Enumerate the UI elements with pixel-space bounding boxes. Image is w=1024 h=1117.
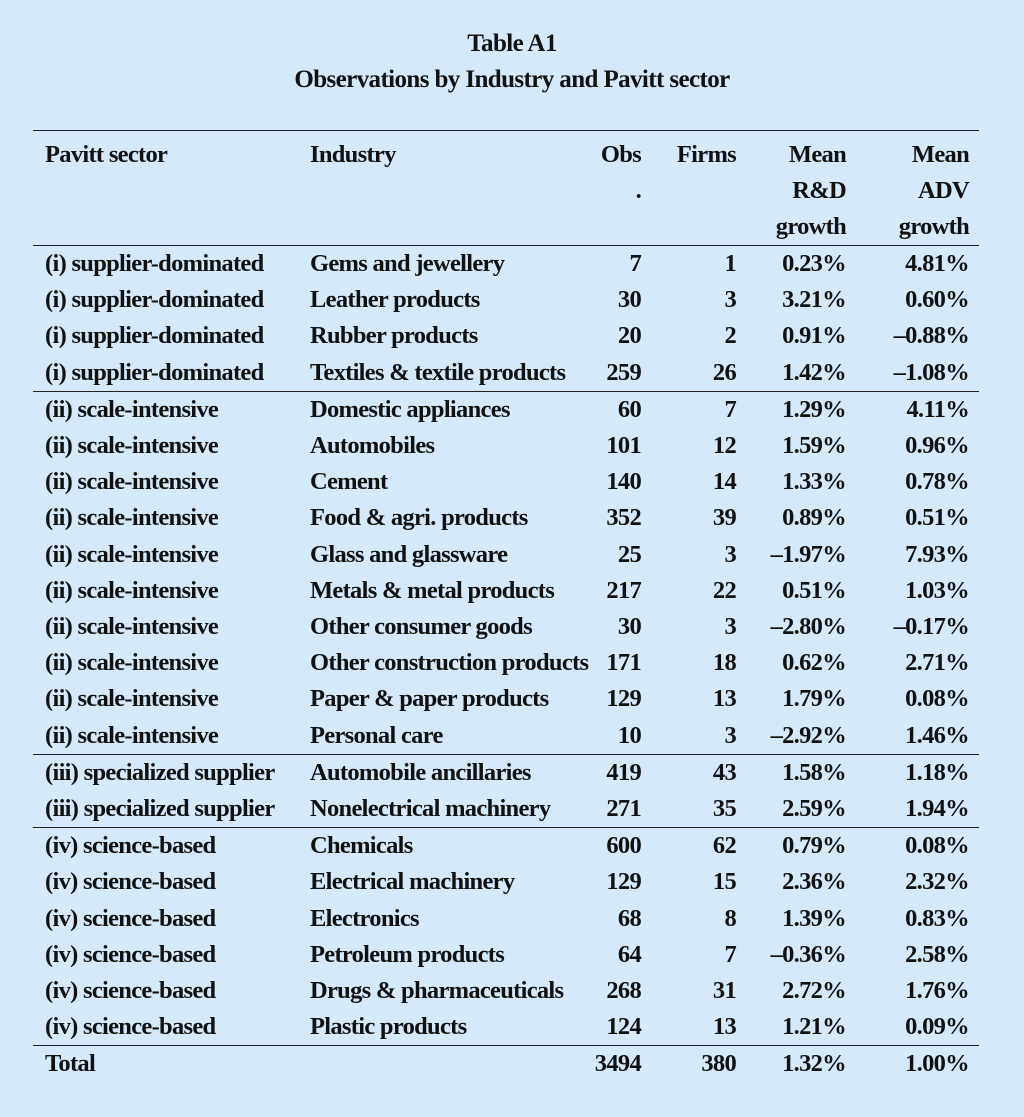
cell-obs: 129 (606, 868, 641, 896)
cell-firms: 3 (724, 613, 736, 641)
table-row (33, 464, 979, 500)
cell-firms: 14 (712, 468, 736, 496)
cell-pavitt-sector: (iv) science-based (45, 1013, 216, 1041)
cell-mean-rd-growth: 1.33% (782, 468, 846, 496)
cell-mean-adv-growth: 1.76% (905, 977, 969, 1005)
cell-obs: 140 (606, 468, 641, 496)
cell-mean-rd-growth: 0.51% (782, 576, 846, 604)
cell-firms: 31 (712, 977, 736, 1005)
cell-obs: 25 (617, 540, 641, 568)
cell-pavitt-sector: (i) supplier-dominated (45, 322, 264, 350)
cell-pavitt-sector: (iv) science-based (45, 940, 216, 968)
cell-firms: 7 (651, 391, 746, 428)
cell-firms: 43 (651, 754, 746, 791)
cell-mean-adv-growth: 2.71% (905, 649, 969, 677)
cell-firms: 1 (724, 250, 736, 277)
cell-mean-rd-growth: 2.59% (782, 795, 846, 823)
cell-obs: 129 (606, 685, 641, 713)
cell-pavitt-sector: (iv) science-based (45, 868, 216, 896)
cell-pavitt-sector: (i) supplier-dominated (45, 250, 264, 277)
cell-industry: Nonelectrical machinery (310, 795, 551, 823)
cell-firms: 8 (724, 904, 736, 932)
cell-mean-adv-growth: 1.94% (905, 795, 969, 823)
cell-mean-adv-growth: 1.46% (905, 721, 969, 749)
cell-firms: 39 (712, 504, 736, 532)
cell-mean-rd-growth: 2.36% (782, 868, 846, 896)
cell-mean-rd-growth: –1.97% (770, 540, 846, 568)
cell-pavitt-sector: (ii) scale-intensive (45, 685, 219, 713)
cell-industry: Automobile ancillaries (298, 754, 583, 791)
cell-mean-rd-growth: 3.21% (782, 286, 846, 314)
cell-obs: 60 (583, 391, 651, 428)
cell-pavitt-sector: (iii) specialized supplier (33, 754, 298, 791)
cell-firms: 7 (724, 940, 736, 968)
cell-firms: 15 (712, 868, 736, 896)
cell-mean-rd-growth: 0.91% (782, 322, 846, 350)
cell-industry: Personal care (310, 721, 443, 749)
cell-pavitt-sector: (iii) specialized supplier (45, 795, 275, 823)
cell-mean-adv-growth: 0.08% (856, 828, 979, 865)
table-body (33, 246, 979, 1083)
cell-industry: Automobiles (310, 432, 435, 460)
cell-mean-adv-growth: 0.51% (905, 504, 969, 532)
cell-obs: 20 (617, 322, 641, 350)
cell-mean-rd-growth: –2.92% (770, 721, 846, 749)
table-row (33, 428, 979, 464)
cell-industry: Electrical machinery (310, 868, 515, 896)
cell-obs: 271 (606, 795, 641, 823)
cell-mean-adv-growth: 0.78% (905, 468, 969, 496)
header-mean-rd-growth: Mean R&D growth (746, 131, 856, 246)
cell-mean-rd-growth: 0.79% (746, 828, 856, 865)
cell-mean-rd-growth: 0.62% (782, 649, 846, 677)
cell-obs: 268 (606, 977, 641, 1005)
table-row (33, 500, 979, 536)
cell-mean-rd-growth: 1.58% (746, 754, 856, 791)
cell-obs: 419 (583, 754, 651, 791)
cell-pavitt-sector: (ii) scale-intensive (45, 540, 219, 568)
table-caption: Observations by Industry and Pavitt sector (294, 66, 730, 93)
cell-industry: Paper & paper products (310, 685, 549, 713)
cell-industry: Leather products (310, 286, 480, 314)
cell-obs: 259 (606, 358, 641, 386)
cell-mean-rd-growth: 1.59% (782, 432, 846, 460)
cell-mean-adv-growth: –0.17% (893, 613, 969, 641)
cell-firms: 2 (724, 322, 736, 350)
table-row (33, 645, 979, 681)
cell-industry: Rubber products (310, 322, 478, 350)
cell-mean-adv-growth: 0.60% (905, 286, 969, 314)
cell-firms: 13 (712, 1013, 736, 1041)
cell-mean-adv-growth: 4.81% (905, 250, 969, 277)
cell-obs: 171 (606, 649, 641, 677)
cell-pavitt-sector: (ii) scale-intensive (45, 468, 219, 496)
cell-firms: 3 (724, 286, 736, 314)
cell-industry: Electronics (310, 904, 419, 932)
table-row (33, 1009, 979, 1046)
cell-firms: 35 (712, 795, 736, 823)
cell-pavitt-sector: (iv) science-based (33, 828, 298, 865)
cell-mean-adv-growth: 4.11% (856, 391, 979, 428)
table-row (33, 537, 979, 573)
cell-mean-adv-growth: –1.08% (893, 358, 969, 386)
cell-mean-rd-growth: –2.80% (770, 613, 846, 641)
cell-firms: 12 (712, 432, 736, 460)
cell-mean-rd-growth: 1.79% (782, 685, 846, 713)
cell-firms: 13 (712, 685, 736, 713)
table-row (33, 973, 979, 1009)
cell-mean-adv-growth: 1.18% (856, 754, 979, 791)
cell-firms: 18 (712, 649, 736, 677)
total-industry (298, 1046, 583, 1083)
table-row (33, 864, 979, 900)
header-industry: Industry (298, 131, 583, 246)
cell-firms: 26 (712, 358, 736, 386)
cell-industry: Chemicals (298, 828, 583, 865)
table-number: Table A1 (467, 30, 557, 57)
cell-industry: Textiles & textile products (310, 358, 566, 386)
cell-mean-rd-growth: 1.42% (782, 358, 846, 386)
cell-industry: Other construction products (310, 649, 589, 677)
cell-industry: Glass and glassware (310, 540, 508, 568)
cell-pavitt-sector: (ii) scale-intensive (33, 391, 298, 428)
cell-industry: Domestic appliances (298, 391, 583, 428)
cell-mean-rd-growth: 0.89% (782, 504, 846, 532)
table-row (33, 828, 979, 865)
total-firms: 380 (651, 1046, 746, 1083)
cell-pavitt-sector: (ii) scale-intensive (45, 649, 219, 677)
cell-pavitt-sector: (ii) scale-intensive (45, 504, 219, 532)
cell-firms: 3 (724, 721, 736, 749)
cell-obs: 101 (606, 432, 641, 460)
cell-mean-adv-growth: 2.32% (905, 868, 969, 896)
table-row (33, 318, 979, 354)
cell-obs: 352 (606, 504, 641, 532)
table-row (33, 718, 979, 755)
cell-firms: 22 (712, 576, 736, 604)
cell-mean-adv-growth: 0.83% (905, 904, 969, 932)
table-row (33, 754, 979, 791)
cell-mean-rd-growth: 2.72% (782, 977, 846, 1005)
cell-mean-rd-growth: 1.29% (746, 391, 856, 428)
cell-mean-adv-growth: 0.96% (905, 432, 969, 460)
data-table-container (33, 130, 979, 1083)
total-row (33, 1046, 979, 1083)
cell-industry: Cement (310, 468, 388, 496)
cell-pavitt-sector: (i) supplier-dominated (45, 358, 264, 386)
cell-industry: Other consumer goods (310, 613, 532, 641)
table-row (33, 573, 979, 609)
table-row (33, 937, 979, 973)
cell-pavitt-sector: (ii) scale-intensive (45, 613, 219, 641)
cell-mean-rd-growth: –0.36% (770, 940, 846, 968)
cell-industry: Drugs & pharmaceuticals (310, 977, 564, 1005)
cell-mean-rd-growth: 1.39% (782, 904, 846, 932)
cell-pavitt-sector: (iv) science-based (45, 977, 216, 1005)
table-row (33, 681, 979, 717)
cell-mean-rd-growth: 0.23% (782, 250, 846, 277)
cell-pavitt-sector: (ii) scale-intensive (45, 432, 219, 460)
cell-mean-adv-growth: 0.08% (905, 685, 969, 713)
cell-obs: 217 (606, 576, 641, 604)
cell-obs: 600 (583, 828, 651, 865)
cell-pavitt-sector: (i) supplier-dominated (45, 286, 264, 314)
table-row (33, 901, 979, 937)
cell-pavitt-sector: (iv) science-based (45, 904, 216, 932)
total-mean-rd-growth: 1.32% (746, 1046, 856, 1083)
header-row (33, 131, 979, 246)
cell-obs: 10 (617, 721, 641, 749)
header-obs: Obs . (583, 131, 651, 246)
table-title (0, 26, 1024, 98)
cell-obs: 68 (617, 904, 641, 932)
cell-obs: 124 (606, 1013, 641, 1041)
total-mean-adv-growth: 1.00% (856, 1046, 979, 1083)
total-obs: 3494 (583, 1046, 651, 1083)
cell-obs: 64 (617, 940, 641, 968)
cell-mean-adv-growth: 7.93% (905, 540, 969, 568)
cell-mean-adv-growth: 1.03% (905, 576, 969, 604)
cell-industry: Plastic products (310, 1013, 467, 1041)
table-row (33, 246, 979, 283)
cell-mean-adv-growth: 0.09% (905, 1013, 969, 1041)
cell-obs: 7 (629, 250, 641, 277)
header-firms: Firms (651, 131, 746, 246)
cell-industry: Food & agri. products (310, 504, 528, 532)
cell-obs: 30 (617, 286, 641, 314)
cell-firms: 3 (724, 540, 736, 568)
cell-industry: Metals & metal products (310, 576, 555, 604)
cell-firms: 62 (651, 828, 746, 865)
table-row (33, 391, 979, 428)
total-label: Total (33, 1046, 298, 1083)
observations-table (33, 130, 979, 1083)
table-row (33, 609, 979, 645)
header-mean-adv-growth: Mean ADV growth (856, 131, 979, 246)
cell-pavitt-sector: (ii) scale-intensive (45, 721, 219, 749)
cell-obs: 30 (617, 613, 641, 641)
header-pavitt-sector: Pavitt sector (33, 131, 298, 246)
cell-mean-rd-growth: 1.21% (782, 1013, 846, 1041)
cell-industry: Gems and jewellery (310, 250, 505, 277)
cell-mean-adv-growth: 2.58% (905, 940, 969, 968)
cell-industry: Petroleum products (310, 940, 505, 968)
table-row (33, 282, 979, 318)
cell-pavitt-sector: (ii) scale-intensive (45, 576, 219, 604)
cell-mean-adv-growth: –0.88% (893, 322, 969, 350)
table-row (33, 355, 979, 392)
table-row (33, 791, 979, 828)
